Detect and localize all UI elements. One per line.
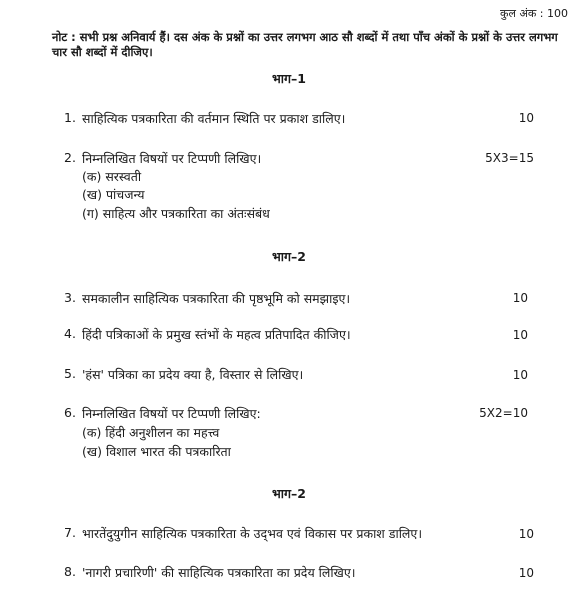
question-marks: 5X3=15 — [485, 151, 534, 165]
instructions-note: नोट : सभी प्रश्न अनिवार्य हैं। दस अंक के प्रश्नों का उत्तर लगभग आठ सौ शब्दों में तथा पाँच अंकों के प्रश्नों के उत्तर लगभग चार सौ शब्दों में दीजिए। — [52, 30, 558, 59]
question-marks: 10 — [512, 328, 528, 342]
question-number: 4. — [64, 326, 76, 341]
question-number: 8. — [64, 564, 76, 579]
sub-item: (ख) पांचजन्य — [82, 187, 145, 202]
total-marks: कुल अंक : 100 — [500, 7, 568, 20]
section-title-2: भाग–2 — [271, 249, 306, 264]
question-marks: 5X2=10 — [479, 406, 528, 420]
question-marks: 10 — [518, 111, 534, 125]
question-marks: 10 — [518, 566, 534, 580]
question-marks: 10 — [512, 368, 528, 382]
question-number: 2. — [64, 150, 76, 165]
question-number: 5. — [64, 366, 76, 381]
sub-item: (ग) साहित्य और पत्रकारिता का अंतःसंबंध — [82, 206, 270, 221]
question-text: समकालीन साहित्यिक पत्रकारिता की पृष्ठभूमि को समझाइए। — [82, 291, 351, 306]
section-title-1: भाग–1 — [271, 71, 306, 86]
sub-item: (ख) विशाल भारत की पत्रकारिता — [82, 444, 231, 459]
question-marks: 10 — [512, 291, 528, 305]
question-text: साहित्यिक पत्रकारिता की वर्तमान स्थिति पर प्रकाश डालिए। — [82, 111, 346, 126]
sub-item: (क) सरस्वती — [82, 169, 142, 184]
sub-item: (क) हिंदी अनुशीलन का महत्त्व — [82, 425, 220, 440]
question-number: 7. — [64, 525, 76, 540]
question-number: 6. — [64, 405, 76, 420]
question-text: निम्नलिखित विषयों पर टिप्पणी लिखिए: — [82, 406, 261, 421]
question-number: 3. — [64, 290, 76, 305]
question-text: भारतेंदुयुगीन साहित्यिक पत्रकारिता के उद्‌भव एवं विकास पर प्रकाश डालिए। — [82, 526, 423, 541]
question-text: निम्नलिखित विषयों पर टिप्पणी लिखिए। — [82, 151, 262, 166]
question-text: 'हंस' पत्रिका का प्रदेय क्या है, विस्तार से लिखिए। — [82, 367, 304, 382]
section-title-3: भाग–2 — [271, 486, 306, 501]
question-text: 'नागरी प्रचारिणी' की साहित्यिक पत्रकारिता का प्रदेय लिखिए। — [82, 565, 356, 580]
question-number: 1. — [64, 110, 76, 125]
question-marks: 10 — [518, 527, 534, 541]
question-text: हिंदी पत्रिकाओं के प्रमुख स्तंभों के महत्व प्रतिपादित कीजिए। — [82, 327, 351, 342]
